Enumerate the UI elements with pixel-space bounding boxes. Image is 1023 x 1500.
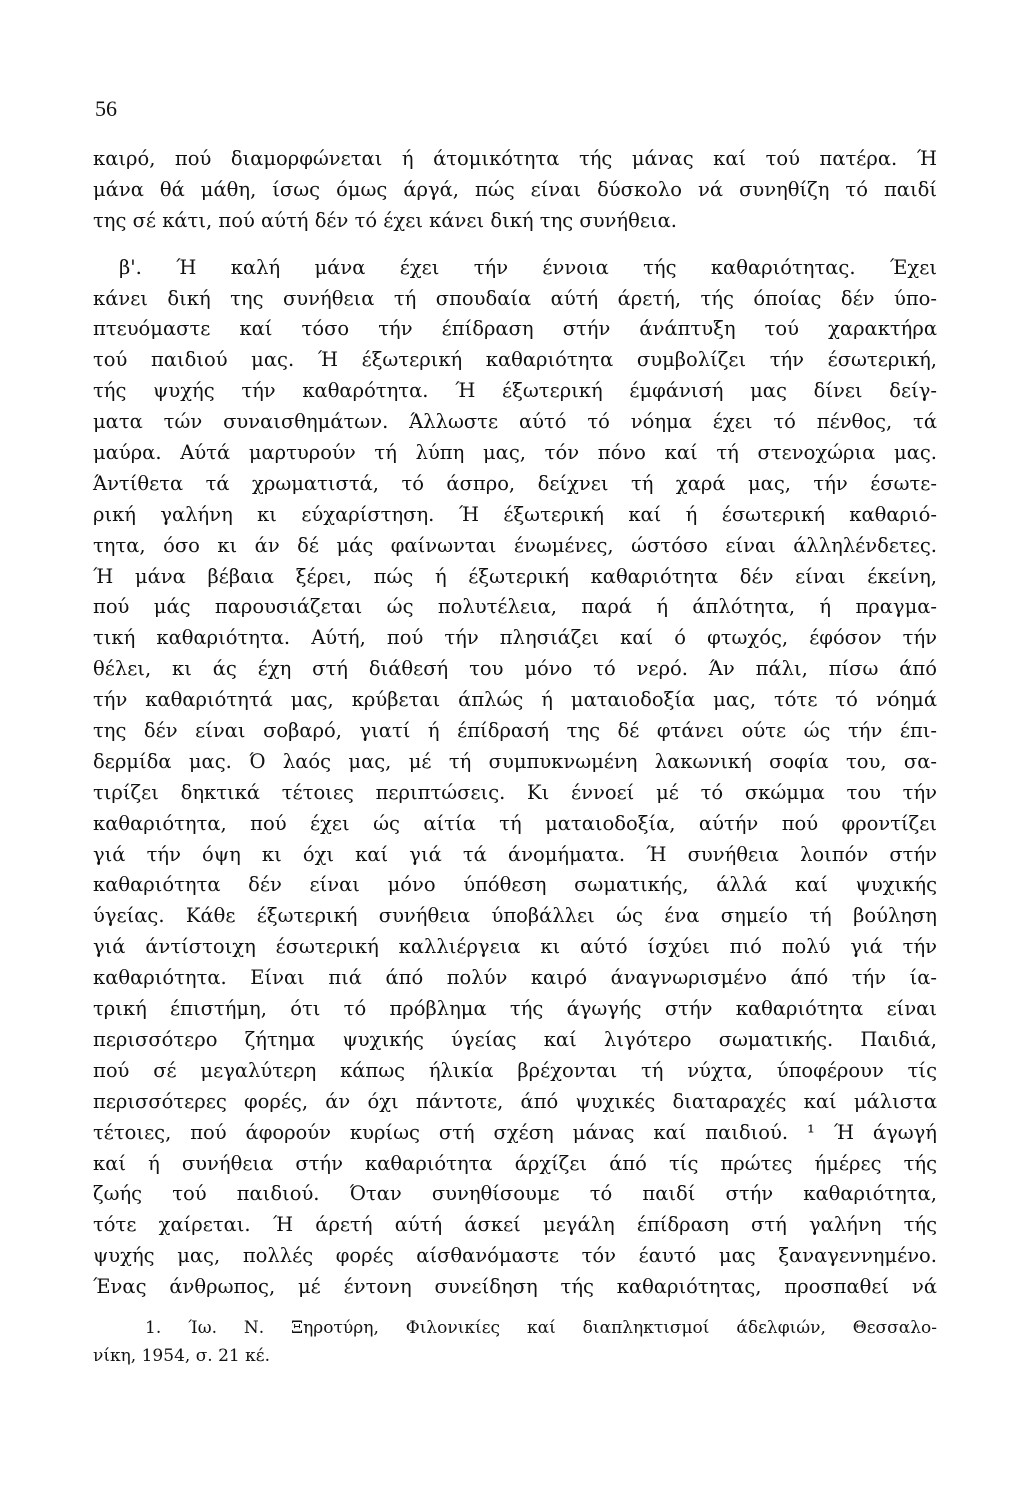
body-text xyxy=(93,144,937,1303)
text-line: μάνα θά μάθη, ίσως όμως άργά, πώς είναι δύσκολο νά συνηθίζη τό παιδί xyxy=(93,177,937,201)
footnote-line: νίκη, 1954, σ. 21 κέ. xyxy=(93,1346,270,1366)
text-line: β'. Ή καλή μάνα έχει τήν έννοια τής καθαριότητας. Έχει xyxy=(119,255,937,279)
text-line: περισσότερο ζήτημα ψυχικής ύγείας καί λιγότερο σωματικής. Παιδιά, xyxy=(93,1027,937,1051)
text-line: τέτοιες, πού άφορούν κυρίως στή σχέση μάνας καί παιδιού. ¹ Ή άγωγή xyxy=(93,1120,937,1144)
text-line: της σέ κάτι, πού αύτή δέν τό έχει κάνει δική της συνήθεια. xyxy=(93,208,677,232)
text-line: καθαριότητα. Είναι πιά άπό πολύν καιρό άναγνωρισμένο άπό τήν ία- xyxy=(93,966,937,990)
text-line: Ένας άνθρωπος, μέ έντονη συνείδηση τής καθαριότητας, προσπαθεί νά xyxy=(93,1275,937,1299)
text-line: καί ή συνήθεια στήν καθαριότητα άρχίζει άπό τίς πρώτες ήμέρες τής xyxy=(93,1151,937,1175)
text-line: τητα, όσο κι άν δέ μάς φαίνωνται ένωμένες, ώστόσο είναι άλληλένδετες. xyxy=(93,533,937,557)
text-line: καθαριότητα δέν είναι μόνο ύπόθεση σωματικής, άλλά καί ψυχικής xyxy=(93,873,937,897)
page-number: 56 xyxy=(95,96,117,121)
text-line: δερμίδα μας. Ό λαός μας, μέ τή συμπυκνωμένη λακωνική σοφία του, σα- xyxy=(93,749,937,773)
text-line: κάνει δική της συνήθεια τή σπουδαία αύτή άρετή, τής όποίας δέν ύπο- xyxy=(93,286,937,310)
text-line: θέλει, κι άς έχη στή διάθεσή του μόνο τό νερό. Άν πάλι, πίσω άπό xyxy=(93,657,937,681)
text-line: ρική γαλήνη κι εύχαρίστηση. Ή έξωτερική καί ή έσωτερική καθαριό- xyxy=(93,502,937,526)
text-line: τού παιδιού μας. Ή έξωτερική καθαριότητα συμβολίζει τήν έσωτερική, xyxy=(93,348,937,372)
text-line: τική καθαριότητα. Αύτή, πού τήν πλησιάζει καί ό φτωχός, έφόσον τήν xyxy=(93,626,937,650)
text-line: τότε χαίρεται. Ή άρετή αύτή άσκεί μεγάλη έπίδραση στή γαλήνη τής xyxy=(93,1213,937,1237)
text-line: τήν καθαριότητά μας, κρύβεται άπλώς ή ματαιοδοξία μας, τότε τό νόημά xyxy=(93,688,937,712)
text-line: πτευόμαστε καί τόσο τήν έπίδραση στήν άνάπτυξη τού χαρακτήρα xyxy=(93,317,937,341)
text-line: ματα τών συναισθημάτων. Άλλωστε αύτό τό νόημα έχει τό πένθος, τά xyxy=(93,410,937,434)
text-line: πού μάς παρουσιάζεται ώς πολυτέλεια, παρά ή άπλότητα, ή πραγμα- xyxy=(93,595,937,619)
text-line: πού σέ μεγαλύτερη κάπως ήλικία βρέχονται τή νύχτα, ύποφέρουν τίς xyxy=(93,1058,937,1082)
footnotes xyxy=(93,1314,937,1370)
text-line: ζωής τού παιδιού. Όταν συνηθίσουμε τό παιδί στήν καθαριότητα, xyxy=(93,1182,937,1206)
text-line: γιά άντίστοιχη έσωτερική καλλιέργεια κι αύτό ίσχύει πιό πολύ γιά τήν xyxy=(93,935,937,959)
text-line: τρική έπιστήμη, ότι τό πρόβλημα τής άγωγής στήν καθαριότητα είναι xyxy=(93,997,937,1021)
text-line: ψυχής μας, πολλές φορές αίσθανόμαστε τόν έαυτό μας ξαναγεννημένο. xyxy=(93,1244,937,1268)
text-line: περισσότερες φορές, άν όχι πάντοτε, άπό ψυχικές διαταραχές καί μάλιστα xyxy=(93,1089,937,1113)
text-line: της δέν είναι σοβαρό, γιατί ή έπίδρασή της δέ φτάνει ούτε ώς τήν έπι- xyxy=(93,719,937,743)
text-line: Ή μάνα βέβαια ξέρει, πώς ή έξωτερική καθαριότητα δέν είναι έκείνη, xyxy=(93,564,937,588)
footnote-line: 1. Ίω. Ν. Ξηροτύρη, Φιλονικίες καί διαπληκτισμοί άδελφιών, Θεσσαλο- xyxy=(145,1318,937,1338)
text-line: Άντίθετα τά χρωματιστά, τό άσπρο, δείχνει τή χαρά μας, τήν έσωτε- xyxy=(93,471,937,495)
text-line: γιά τήν όψη κι όχι καί γιά τά άνομήματα. Ή συνήθεια λοιπόν στήν xyxy=(93,842,937,866)
text-line: μαύρα. Αύτά μαρτυρούν τή λύπη μας, τόν πόνο καί τή στενοχώρια μας. xyxy=(93,441,937,465)
text-line: καιρό, πού διαμορφώνεται ή άτομικότητα τής μάνας καί τού πατέρα. Ή xyxy=(93,147,937,170)
text-line: τιρίζει δηκτικά τέτοιες περιπτώσεις. Κι έννοεί μέ τό σκώμμα του τήν xyxy=(93,780,937,804)
text-line: τής ψυχής τήν καθαρότητα. Ή έξωτερική έμφάνισή μας δίνει δείγ- xyxy=(93,379,937,403)
text-line: καθαριότητα, πού έχει ώς αίτία τή ματαιοδοξία, αύτήν πού φροντίζει xyxy=(93,811,937,835)
text-line: ύγείας. Κάθε έξωτερική συνήθεια ύποβάλλει ώς ένα σημείο τή βούληση xyxy=(93,904,937,928)
